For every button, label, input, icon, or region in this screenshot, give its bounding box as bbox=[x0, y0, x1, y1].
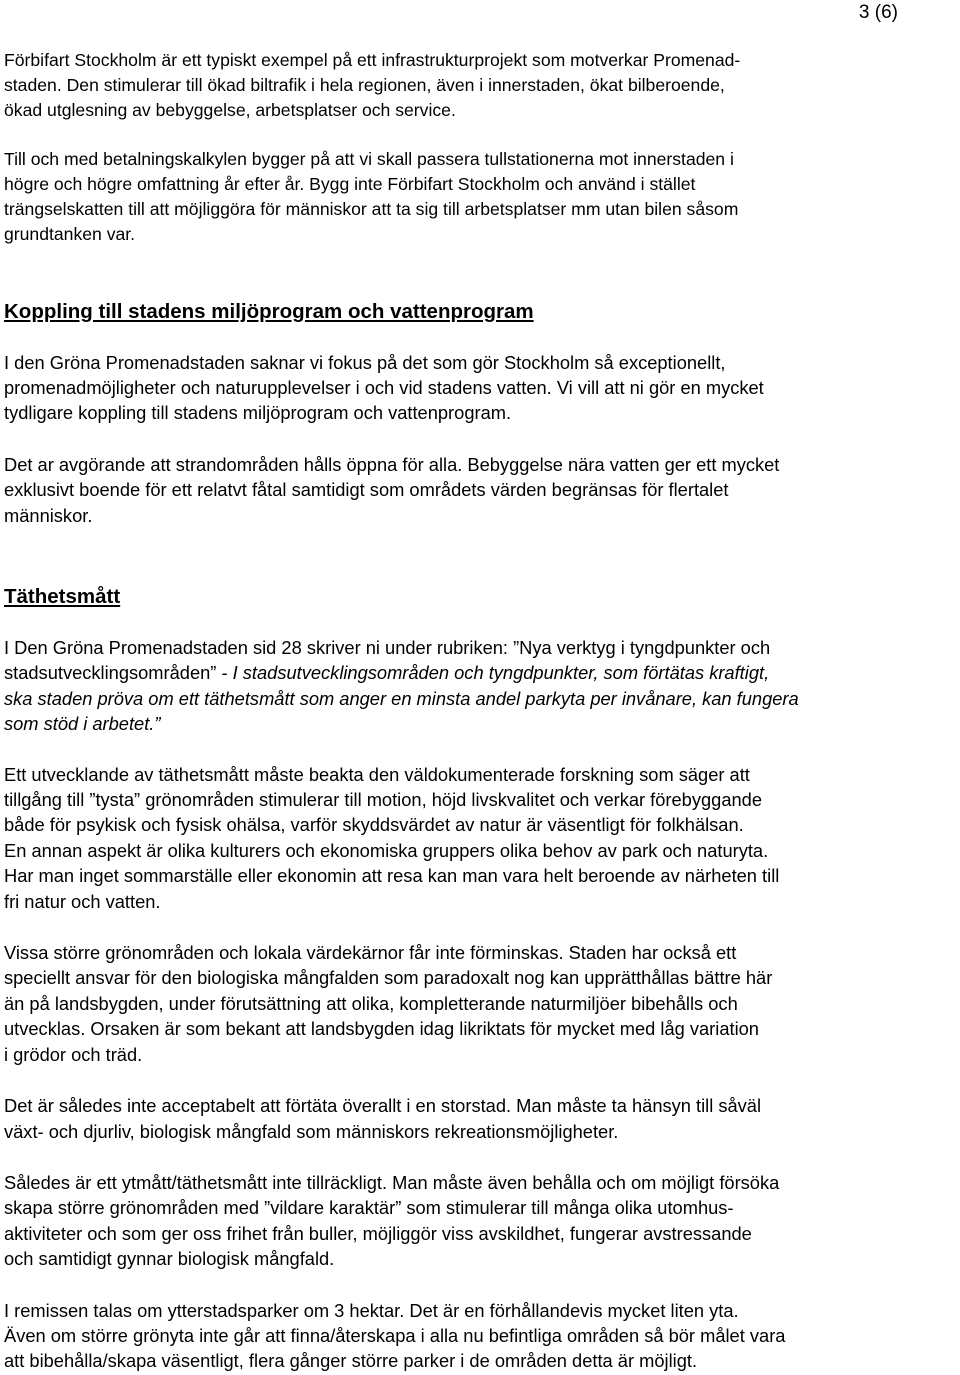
paragraph-forbifart-intro: Förbifart Stockholm är ett typiskt exempel på ett infrastrukturprojekt som motverkar Promenad- staden. Den stimulerar till ökad biltrafik i hela regionen, även i innerstaden, ökat bilberoende, ökad utglesning av bebyggelse, arbetsplatser och service. bbox=[4, 50, 741, 120]
paragraph-gron-promenadstad: I den Gröna Promenadstaden saknar vi fokus på det som gör Stockholm så exceptionellt, promenadmöjligheter och naturupplevelser i och vid stadens vatten. Vi vill att ni gör en mycket tydligare koppling till stadens miljöprogram och vattenprogram. bbox=[4, 351, 764, 424]
quote-intro: I Den Gröna Promenadstaden sid 28 skriver ni under rubriken: ”Nya verktyg i tyngdpunkter och stadsutvecklingsområden” - bbox=[4, 637, 771, 684]
paragraph-utvecklande: Ett utvecklande av täthetsmått måste beakta den väldokumenterade forskning som säger att tillgång till ”tysta” grönområden stimulerar till motion, höjd livskvalitet och verkar förebyggande både för psykisk och fysisk ohälsa, varför skyddsvärdet av natur är väsentligt för folkhälsan. En annan aspekt är olika kulturers och ekonomiska gruppers olika behov av park och naturyta. Har man inget sommarställe eller ekonomin att resa kan man vara helt beroende av närheten till fri natur och vatten. bbox=[4, 763, 780, 912]
page-number: 3 (6) bbox=[858, 2, 898, 23]
paragraph-strandomraden: Det ar avgörande att strandområden hålls öppna för alla. Bebyggelse nära vatten ger ett mycket exklusivt boende för ett relatvt fåtal samtidigt som områdets värden begränsas för flertalet människor. bbox=[4, 453, 780, 526]
paragraph-betalningskalkyl: Till och med betalningskalkylen bygger på att vi skall passera tullstationerna mot innerstaden i högre och högre omfattning år efter år. Bygg inte Förbifart Stockholm och använd i stället trängselskatten till att möjliggöra för människor att ta sig till arbetsplatser mm utan bilen såsom grundtanken var. bbox=[4, 149, 739, 244]
heading-tathetsmatt: Täthetsmått bbox=[4, 585, 121, 609]
document-body bbox=[4, 48, 959, 1374]
heading-koppling: Koppling till stadens miljöprogram och vattenprogram bbox=[4, 299, 534, 323]
quote-italic: I stadsutvecklingsområden och tyngdpunkter, som förtätas kraftigt, ska staden pröva om ett täthetsmått som anger en minsta andel parkyta per invånare, kan fungera som stöd i arbetet.” bbox=[4, 662, 799, 735]
paragraph-remissen: I remissen talas om ytterstadsparker om 3 hektar. Det är en förhållandevis mycket liten yta. Även om större grönyta inte går att finna/återskapa i alla nu befintliga områden så bör målet vara att bibehålla/skapa väsentligt, flera gånger större parker i de områden detta är möjligt. bbox=[4, 1299, 786, 1372]
paragraph-fortata: Det är således inte acceptabelt att förtäta överallt i en storstad. Man måste ta hänsyn till såväl växt- och djurliv, biologisk mångfald som människors rekreationsmöjligheter. bbox=[4, 1095, 762, 1142]
paragraph-quote bbox=[4, 635, 959, 737]
paragraph-ytmatt: Således är ett ytmått/täthetsmått inte tillräckligt. Man måste även behålla och om möjligt försöka skapa större grönområden med ”vildare karaktär” som stimulerar till många olika utomhus- aktiviteter och som ger oss frihet från buller, möjliggör viss avskildhet, fungerar avstressande och samtidigt gynnar biologisk mångfald. bbox=[4, 1171, 780, 1270]
paragraph-gronomraden: Vissa större grönområden och lokala värdekärnor får inte förminskas. Staden har också ett speciellt ansvar för den biologiska mångfalden som paradoxalt nog kan upprätthållas bättre här än på landsbygden, under förutsättning att olika, kompletterande naturmiljöer bibehålls och utvecklas. Orsaken är som bekant att landsbygden idag likriktats för mycket med låg variation i grödor och träd. bbox=[4, 942, 773, 1065]
